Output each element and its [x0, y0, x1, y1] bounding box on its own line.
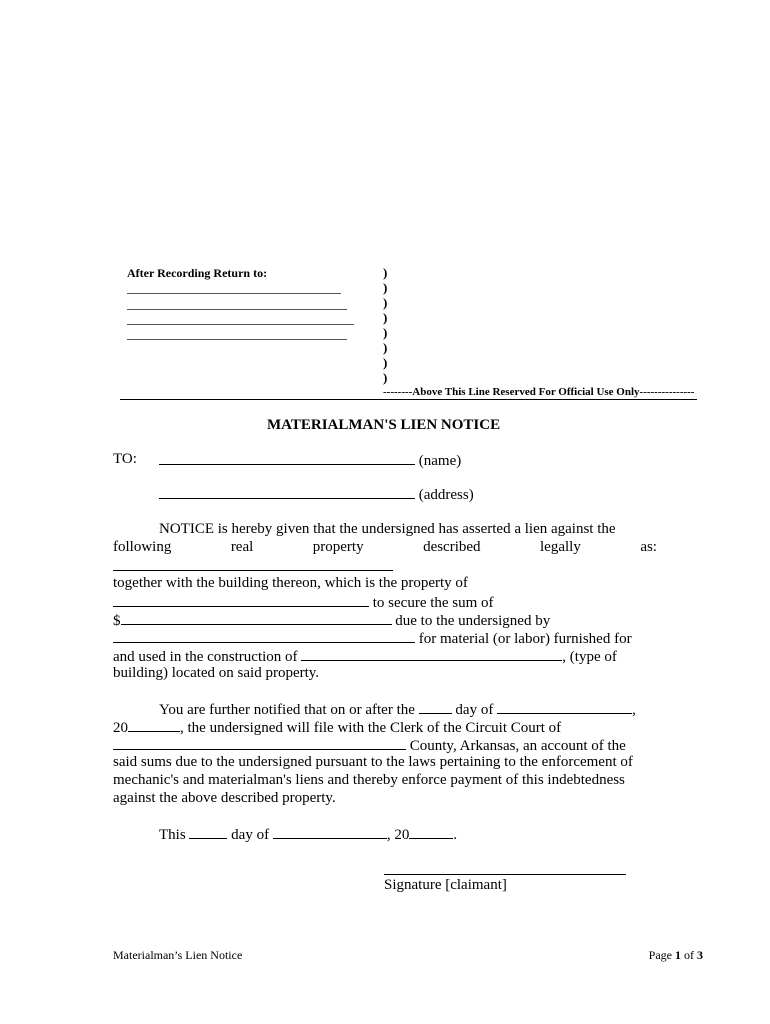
- paren-3: ): [383, 295, 388, 310]
- notice2-line-5: mechanic's and materialman's liens and thereby enforce payment of this indebtedness: [113, 772, 625, 788]
- return-line-2[interactable]: [127, 309, 347, 310]
- sign-day-of-text: day of: [231, 827, 270, 843]
- legal-description-field[interactable]: [113, 570, 393, 571]
- to-name-field[interactable]: [159, 451, 415, 465]
- footer-title: Materialman’s Lien Notice: [113, 948, 243, 962]
- return-to-label: After Recording Return to:: [127, 266, 268, 280]
- paren-6: ): [383, 340, 388, 355]
- signature-label: Signature [claimant]: [384, 877, 507, 893]
- reserved-divider: [120, 399, 697, 400]
- return-line-4[interactable]: [127, 339, 347, 340]
- owner-field[interactable]: [113, 593, 369, 607]
- notice2-line-6: against the above described property.: [113, 790, 336, 806]
- month-field[interactable]: [497, 700, 632, 714]
- paren-1: ): [383, 265, 388, 280]
- year-prefix: 20: [113, 720, 128, 736]
- clerk-text: , the undersigned will file with the Clerk of the Circuit Court of: [180, 720, 562, 736]
- page-number: Page 1 of 3: [648, 948, 703, 962]
- paren-2: ): [383, 280, 388, 295]
- construction-field[interactable]: [301, 647, 562, 661]
- secure-sum-text: to secure the sum of: [372, 595, 494, 611]
- sign-day-field[interactable]: [189, 825, 227, 839]
- notice-line-2: following real property described legally as:: [113, 539, 657, 555]
- county-field[interactable]: [113, 736, 406, 750]
- debtor-field[interactable]: [113, 629, 415, 643]
- to-address-label: (address): [418, 487, 474, 503]
- paren-5: ): [383, 325, 388, 340]
- signature-field[interactable]: [384, 874, 626, 875]
- to-label: TO:: [113, 451, 137, 467]
- day-of-text: day of: [455, 702, 494, 718]
- sign-year-field[interactable]: [409, 825, 453, 839]
- further-notified-text: You are further notified that on or after the: [159, 702, 415, 718]
- material-text: for material (or labor) furnished for: [418, 631, 632, 647]
- year-field[interactable]: [128, 718, 180, 732]
- due-to-text: due to the undersigned by: [395, 613, 551, 629]
- type-of-text: , (type of: [562, 649, 617, 665]
- day-field[interactable]: [419, 700, 452, 714]
- return-line-3[interactable]: [127, 324, 354, 325]
- this-text: This: [159, 827, 186, 843]
- notice2-line-4: said sums due to the undersigned pursuant to the laws pertaining to the enforcement of: [113, 754, 633, 770]
- paren-4: ): [383, 310, 388, 325]
- amount-field[interactable]: [121, 611, 392, 625]
- paren-8: ): [383, 370, 388, 385]
- to-address-field[interactable]: [159, 485, 415, 499]
- return-line-1[interactable]: [127, 293, 341, 294]
- to-name-label: (name): [418, 453, 462, 469]
- sign-month-field[interactable]: [273, 825, 387, 839]
- notice-line-1: NOTICE is hereby given that the undersigned has asserted a lien against the: [159, 521, 616, 537]
- dollar-sign: $: [113, 613, 121, 629]
- paren-7: ): [383, 355, 388, 370]
- reserved-notice: --------Above This Line Reserved For Official Use Only---------------: [383, 386, 695, 398]
- county-text: County, Arkansas, an account of the: [409, 738, 626, 754]
- construction-text: and used in the construction of: [113, 649, 298, 665]
- notice-line-9: building) located on said property.: [113, 665, 320, 681]
- notice-line-4: together with the building thereon, which is the property of: [113, 575, 468, 591]
- sign-year-prefix: , 20: [386, 827, 410, 843]
- document-title: MATERIALMAN'S LIEN NOTICE: [267, 417, 501, 433]
